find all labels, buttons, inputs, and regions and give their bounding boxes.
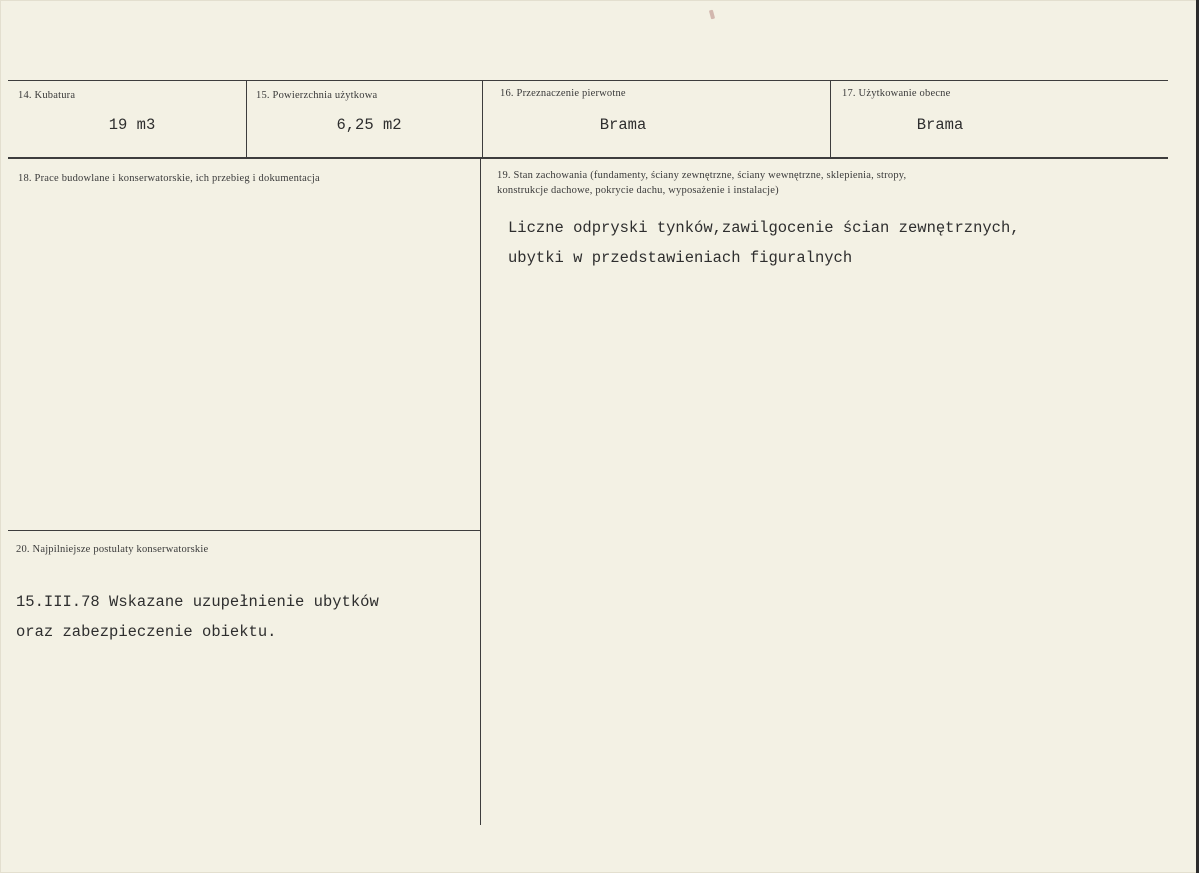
- field-15-value: 6,25 m2: [336, 116, 402, 134]
- field-15-label: 15. Powierzchnia użytkowa: [256, 90, 378, 101]
- field-20-label: 20. Najpilniejsze postulaty konserwatorskie: [16, 544, 209, 555]
- field-20-text: [16, 587, 379, 647]
- ink-mark: [709, 10, 715, 20]
- field-18-label: 18. Prace budowlane i konserwatorskie, ich przebieg i dokumentacja: [18, 173, 320, 184]
- field-19-line-1: Liczne odpryski tynków,zawilgocenie ścian zewnętrznych,: [508, 219, 1020, 237]
- rule-top: [8, 80, 1168, 81]
- rule-section18-bottom: [8, 530, 480, 531]
- field-14-label: 14. Kubatura: [18, 90, 76, 101]
- field-14-value: 19 m3: [108, 116, 156, 134]
- field-19-text: [508, 213, 1020, 273]
- field-19-line-2: ubytki w przedstawieniach figuralnych: [508, 249, 853, 267]
- rule-row1-bottom: [8, 157, 1168, 159]
- field-17-label: 17. Użytkowanie obecne: [842, 88, 951, 99]
- field-16-value: Brama: [599, 116, 647, 134]
- field-19-label-line2: konstrukcje dachowe, pokrycie dachu, wyposażenie i instalacje): [497, 185, 779, 196]
- divider-14-15: [246, 80, 247, 158]
- divider-15-16: [482, 80, 483, 158]
- divider-main: [480, 158, 481, 825]
- field-19-label-line1: 19. Stan zachowania (fundamenty, ściany zewnętrzne, ściany wewnętrzne, sklepienia, stropy,: [497, 170, 907, 181]
- field-20-line-2: oraz zabezpieczenie obiektu.: [16, 623, 277, 641]
- field-20-line-1: 15.III.78 Wskazane uzupełnienie ubytków: [16, 593, 379, 611]
- divider-16-17: [830, 80, 831, 158]
- field-16-label: 16. Przeznaczenie pierwotne: [500, 88, 626, 99]
- field-17-value: Brama: [916, 116, 964, 134]
